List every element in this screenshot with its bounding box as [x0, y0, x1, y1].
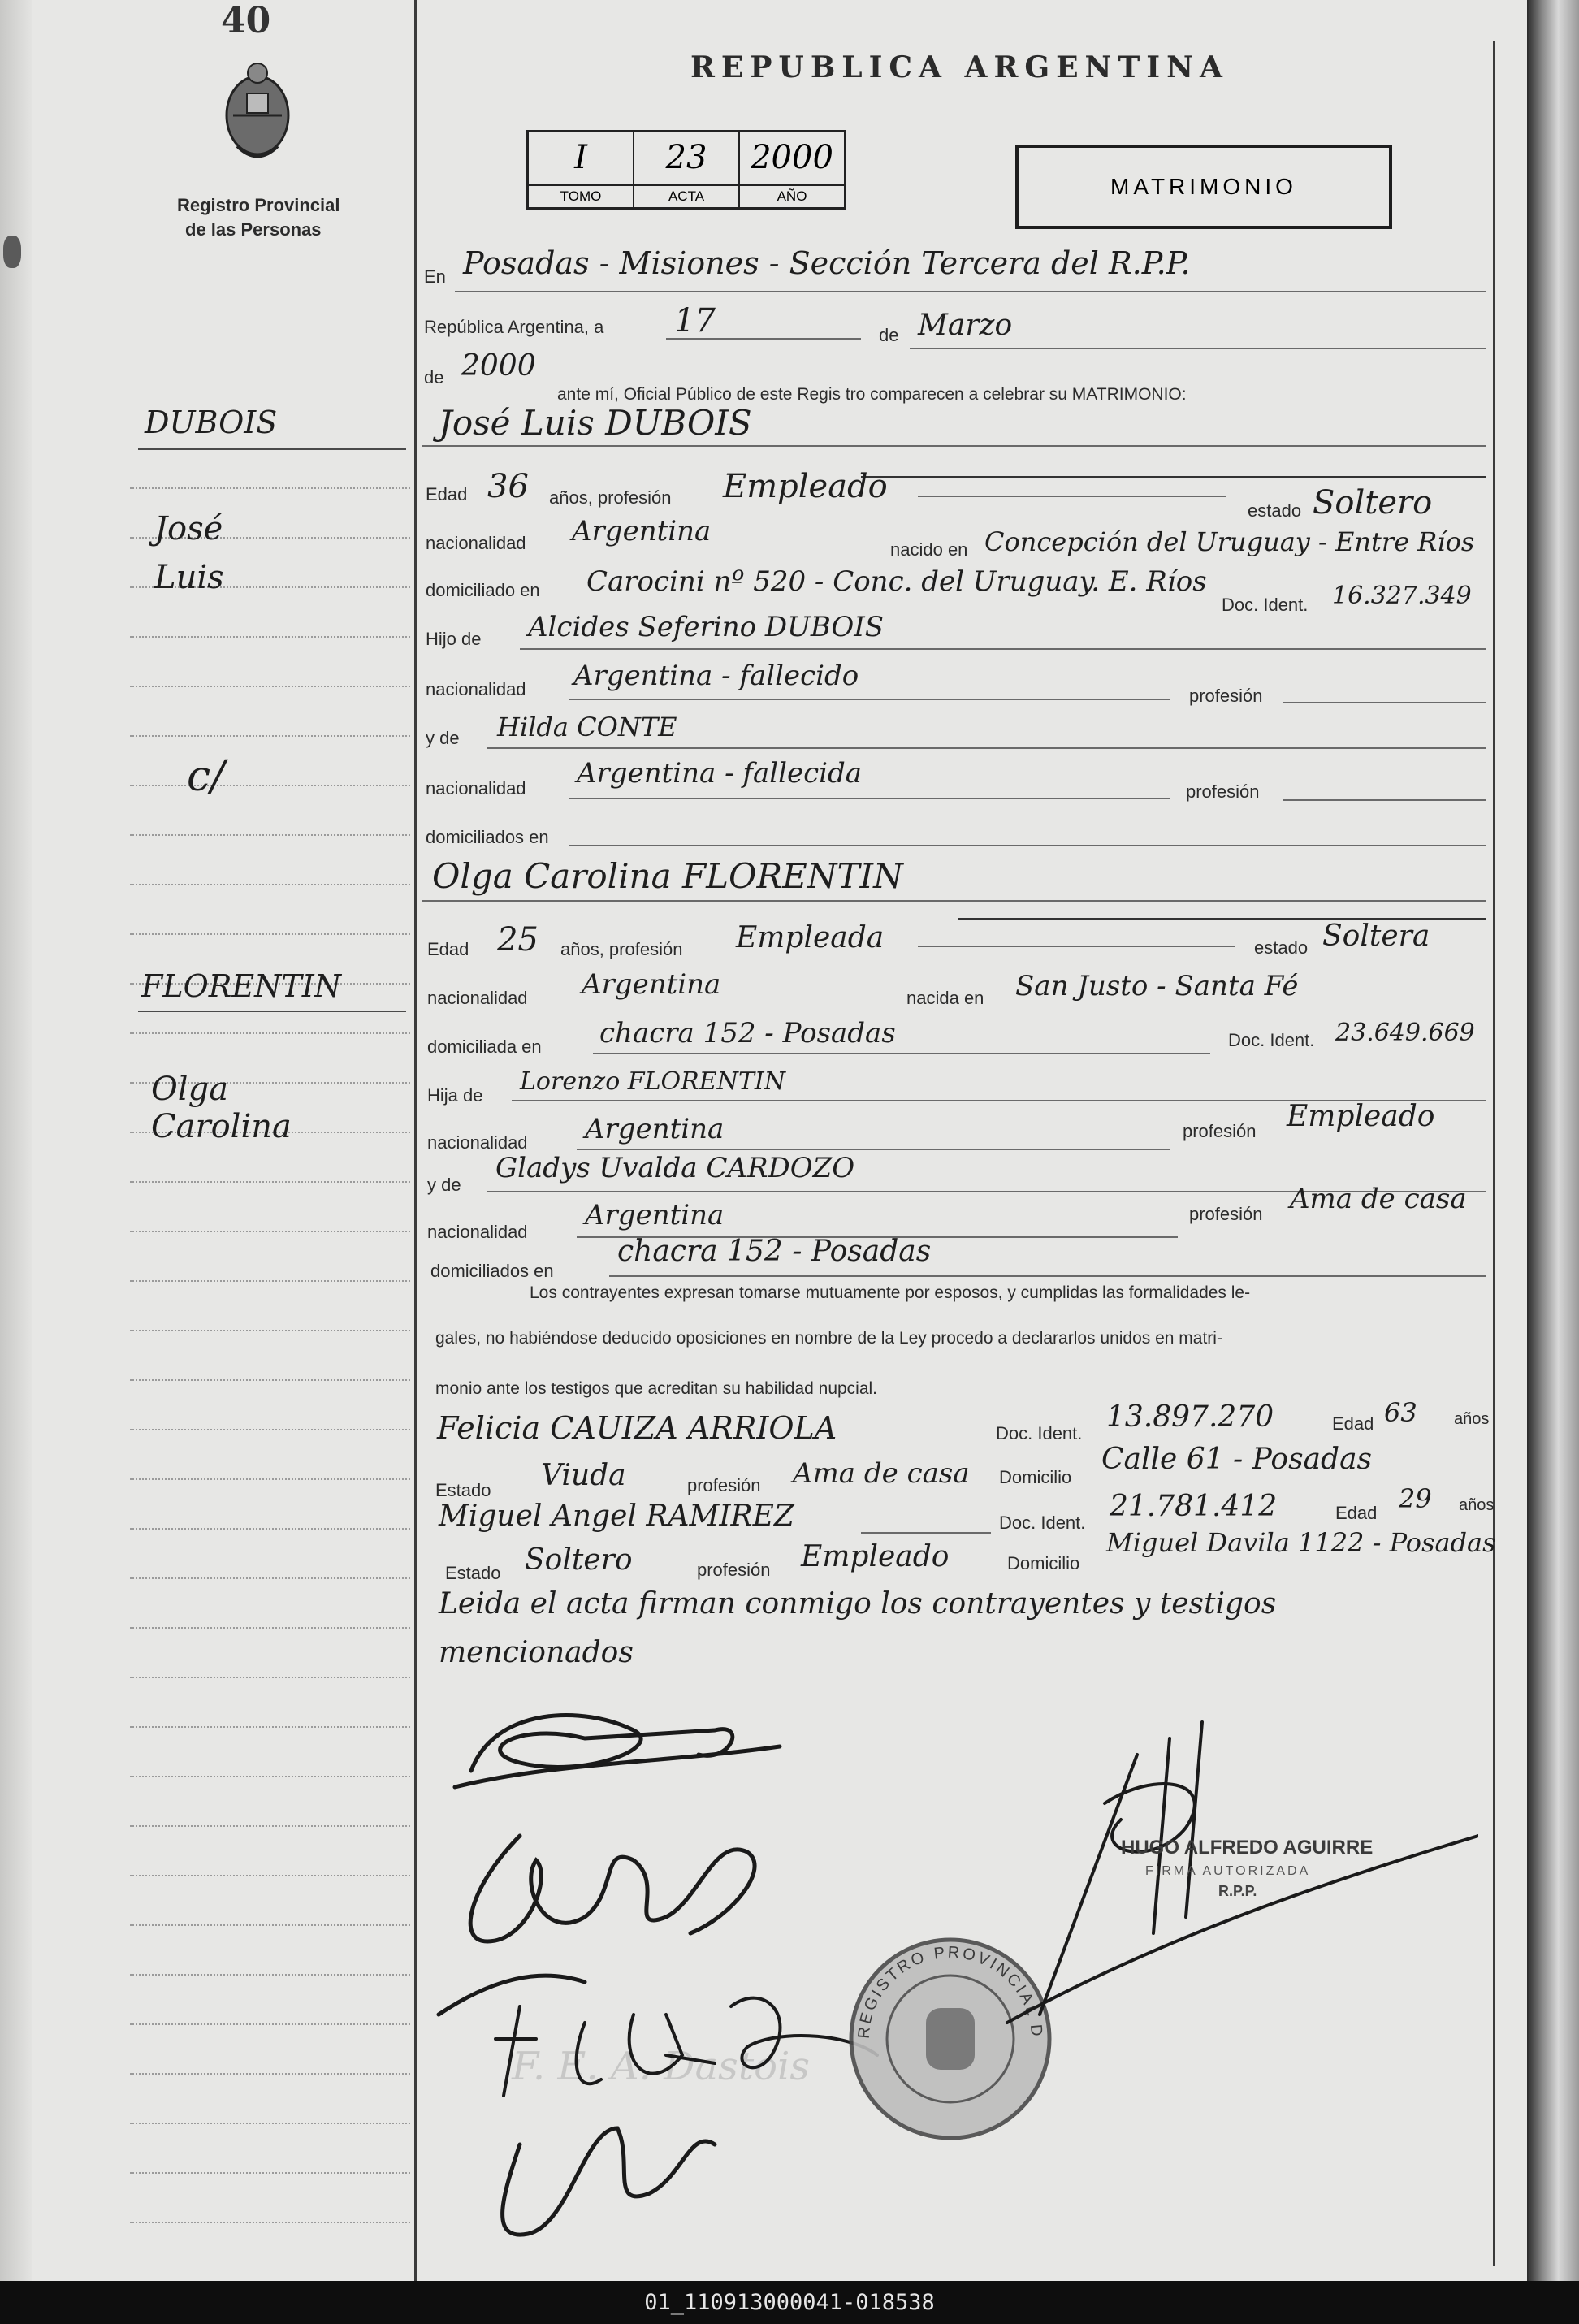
official-seal-icon — [851, 1940, 1049, 2138]
bride-profession: Empleada — [736, 921, 885, 954]
groom-father: Alcides Seferino DUBOIS — [528, 611, 885, 643]
bride-yde-label: y de — [427, 1175, 461, 1195]
bride-civil-status: Soltera — [1322, 920, 1430, 953]
witness1-edad-label: Edad — [1332, 1413, 1374, 1434]
witness2-anios-label: años — [1459, 1496, 1495, 1514]
groom-father-nac-label: nacionalidad — [426, 679, 526, 699]
page-number: 40 — [221, 0, 271, 41]
margin-rule — [130, 1379, 410, 1382]
margin-bride-underline — [138, 1011, 406, 1012]
bride-parents-dom-label: domiciliados en — [430, 1261, 554, 1281]
groom-yde-label: y de — [426, 728, 460, 748]
intro-day-line — [666, 338, 861, 340]
margin-rule — [130, 1528, 410, 1530]
groom-parents-dom-label: domiciliados en — [426, 827, 549, 847]
scan-artifact — [3, 236, 21, 268]
intro-ante-text: ante mí, Oficial Público de este Regis tro comparecen a celebrar su MATRIMONIO: — [557, 385, 1187, 404]
margin-rule — [130, 834, 410, 837]
body-text-line3: monio ante los testigos que acreditan su habilidad nupcial. — [435, 1379, 878, 1398]
witness1-anios-label: años — [1454, 1410, 1490, 1428]
groom-full-name: José Luis DUBOIS — [439, 403, 752, 443]
witness2-prof-label: profesión — [697, 1560, 771, 1580]
bride-parents-address: chacra 152 - Posadas — [617, 1235, 932, 1268]
margin-rule — [130, 1478, 410, 1481]
witness2-name-line — [861, 1532, 991, 1534]
bride-father-nat-line — [577, 1149, 1170, 1150]
margin-rule — [130, 1429, 410, 1431]
witness2-address: Miguel Davila 1122 - Posadas — [1106, 1527, 1496, 1558]
groom-father-prof-line — [1283, 702, 1486, 703]
bride-mother-nat: Argentina — [585, 1199, 725, 1231]
intro-year: 2000 — [461, 349, 536, 383]
margin-rule — [130, 1231, 410, 1233]
witness1-dom-label: Domicilio — [999, 1467, 1072, 1487]
margin-column-border — [414, 0, 417, 2281]
witness2-age: 29 — [1399, 1483, 1432, 1514]
margin-rule — [130, 1726, 410, 1729]
margin-rule — [130, 785, 410, 787]
margin-rule — [130, 1627, 410, 1629]
reference-box — [526, 130, 846, 210]
closing-line1: Leida el acta firman conmigo los contrayentes y testigos — [439, 1587, 1277, 1621]
bride-father-nat: Argentina — [585, 1113, 725, 1145]
groom-mother-nac-label: nacionalidad — [426, 778, 526, 798]
margin-bride-surname: FLORENTIN — [141, 968, 341, 1004]
book-spine — [1527, 0, 1579, 2281]
anio-value: 2000 — [751, 139, 833, 176]
margin-bride-given2: Carolina — [151, 1108, 292, 1145]
bride-mother-prof-label: profesión — [1189, 1204, 1263, 1224]
acta-value: 23 — [665, 139, 707, 176]
groom-name-line — [422, 445, 1486, 447]
groom-father-nat: Argentina - fallecido — [573, 660, 859, 692]
groom-dom-label: domiciliado en — [426, 580, 540, 600]
margin-groom-underline — [138, 448, 406, 450]
margin-rule — [130, 2222, 410, 2224]
witness1-doc-label: Doc. Ident. — [996, 1423, 1083, 1443]
body-text-line1: Los contrayentes expresan tomarse mutuamente por esposos, y cumplidas las formalidades le- — [530, 1283, 1251, 1302]
groom-profession-line — [918, 496, 1226, 497]
groom-mother-nat-line — [569, 798, 1170, 799]
witness1-address: Calle 61 - Posadas — [1101, 1443, 1372, 1476]
witness2-doc-label: Doc. Ident. — [999, 1513, 1086, 1533]
bride-birthplace: San Justo - Santa Fé — [1015, 970, 1299, 1002]
coat-of-arms-icon — [213, 57, 302, 171]
margin-rule — [130, 933, 410, 936]
groom-estado-label: estado — [1248, 500, 1302, 521]
bride-profession-line — [918, 946, 1235, 947]
witness1-civil-status: Viuda — [541, 1459, 626, 1492]
intro-de-label: de — [879, 325, 899, 345]
bride-parents-address-line — [609, 1275, 1486, 1277]
bride-mother-prof: Ama de casa — [1290, 1183, 1467, 1215]
groom-father-prof-label: profesión — [1189, 686, 1263, 706]
groom-age: 36 — [487, 468, 529, 505]
body-text-line2: gales, no habiéndose deducido oposiciones en nombre de la Ley procedo a declararlos unidos en matri- — [435, 1329, 1222, 1348]
intro-year-prefix: de — [424, 367, 444, 387]
anio-label: AÑO — [740, 184, 844, 207]
witness2-dom-label: Domicilio — [1007, 1553, 1080, 1573]
bride-father-prof: Empleado — [1287, 1100, 1435, 1133]
witness1-doc: 13.897.270 — [1106, 1400, 1274, 1434]
intro-republica-label: República Argentina, a — [424, 317, 604, 337]
margin-rule — [130, 686, 410, 688]
groom-doc: 16.327.349 — [1332, 582, 1472, 610]
acta-label: ACTA — [634, 184, 738, 207]
margin-conjunction: c/ — [187, 752, 225, 801]
bride-address-line — [593, 1053, 1210, 1054]
margin-rule — [130, 1181, 410, 1184]
scan-footer-id: 01_110913000041-018538 — [0, 2281, 1579, 2324]
bride-address: chacra 152 - Posadas — [599, 1017, 896, 1049]
intro-day: 17 — [674, 302, 716, 340]
witness1-estado-label: Estado — [435, 1480, 491, 1500]
bride-father-nac-label: nacionalidad — [427, 1132, 528, 1153]
margin-rule — [130, 1330, 410, 1332]
margin-rule — [130, 1825, 410, 1828]
official-title: FIRMA AUTORIZADA — [1145, 1864, 1311, 1878]
page-left-edge — [0, 0, 32, 2281]
closing-line2: mencionados — [439, 1636, 634, 1669]
intro-month-line — [910, 348, 1486, 349]
bride-anios-prof-label: años, profesión — [560, 939, 683, 959]
groom-father-line — [520, 648, 1486, 650]
acta-cell — [634, 132, 740, 207]
witness2-name: Miguel Angel RAMIREZ — [439, 1500, 794, 1533]
margin-rule — [130, 2123, 410, 2125]
witness1-prof-label: profesión — [687, 1475, 761, 1495]
margin-groom-surname: DUBOIS — [145, 405, 278, 440]
margin-rule — [130, 1677, 410, 1679]
signature-witness-text: F. E. A. Dastois — [512, 2044, 810, 2089]
registry-name-line2: de las Personas — [185, 219, 322, 240]
tomo-cell — [529, 132, 634, 207]
witness2-estado-label: Estado — [445, 1563, 501, 1583]
groom-name-line-2 — [861, 476, 1486, 478]
witness2-doc: 21.781.412 — [1110, 1490, 1278, 1523]
groom-edad-label: Edad — [426, 484, 468, 504]
groom-nac-label: nacionalidad — [426, 533, 526, 553]
margin-rule — [130, 1875, 410, 1877]
witness1-age: 63 — [1384, 1397, 1417, 1428]
groom-anios-prof-label: años, profesión — [549, 487, 672, 508]
intro-place: Posadas - Misiones - Sección Tercera del R.P.P. — [463, 245, 1191, 281]
margin-rule — [130, 884, 410, 886]
groom-profession: Empleado — [723, 468, 888, 505]
signature-bride-groom — [439, 1716, 780, 2235]
official-name: HUGO ALFREDO AGUIRRE — [1121, 1837, 1374, 1859]
margin-rule — [130, 2023, 410, 2026]
bride-age: 25 — [497, 921, 539, 959]
margin-groom-given1: José — [154, 510, 223, 547]
margin-rule — [130, 1032, 410, 1035]
bride-dom-label: domiciliada en — [427, 1036, 542, 1057]
intro-en-label: En — [424, 266, 446, 287]
tomo-value: I — [574, 139, 587, 176]
bride-mother: Gladys Uvalda CARDOZO — [495, 1152, 855, 1184]
intro-place-line — [455, 291, 1486, 292]
margin-rule — [130, 1776, 410, 1778]
bride-nac-label: nacionalidad — [427, 988, 528, 1008]
bride-full-name: Olga Carolina FLORENTIN — [432, 856, 903, 896]
groom-address: Carocini nº 520 - Conc. del Uruguay. E. Ríos — [586, 565, 1207, 598]
bride-father: Lorenzo FLORENTIN — [520, 1067, 785, 1096]
groom-father-nat-line — [569, 699, 1170, 700]
margin-rule — [130, 735, 410, 738]
margin-rule — [130, 1974, 410, 1976]
page-right-border — [1493, 41, 1495, 2266]
groom-nationality: Argentina — [572, 515, 712, 547]
intro-month: Marzo — [918, 309, 1013, 342]
groom-hijo-label: Hijo de — [426, 629, 482, 649]
witness2-profession: Empleado — [801, 1540, 950, 1573]
bride-edad-label: Edad — [427, 939, 469, 959]
margin-groom-given2: Luis — [154, 559, 224, 596]
groom-doc-label: Doc. Ident. — [1222, 595, 1309, 615]
margin-bride-given1: Olga — [151, 1071, 229, 1108]
bride-hija-label: Hija de — [427, 1085, 483, 1106]
groom-mother: Hilda CONTE — [497, 712, 677, 742]
margin-rule — [130, 487, 410, 490]
bride-nationality: Argentina — [582, 968, 721, 1001]
act-type-box: MATRIMONIO — [1015, 145, 1392, 229]
bride-nacida-label: nacida en — [906, 988, 984, 1008]
groom-civil-status: Soltero — [1313, 484, 1433, 521]
bride-father-prof-label: profesión — [1183, 1121, 1257, 1141]
country-title: REPUBLICA ARGENTINA — [690, 50, 1229, 84]
groom-mother-nat: Argentina - fallecida — [577, 757, 863, 790]
signature-area — [422, 1673, 1478, 2258]
official-org: R.P.P. — [1218, 1883, 1257, 1899]
witness1-profession: Ama de casa — [793, 1457, 970, 1490]
margin-rule — [130, 1280, 410, 1283]
seal-text: REGISTRO PROVINCIAL D — [854, 1943, 1046, 2040]
groom-mother-prof-label: profesión — [1186, 781, 1260, 802]
bride-name-line — [422, 900, 1486, 902]
margin-rule — [130, 2172, 410, 2175]
bride-estado-label: estado — [1254, 937, 1309, 958]
groom-mother-prof-line — [1283, 799, 1486, 801]
bride-doc: 23.649.669 — [1335, 1019, 1475, 1047]
margin-rule — [130, 1577, 410, 1580]
anio-cell — [740, 132, 844, 207]
registry-name-line1: Registro Provincial — [177, 195, 340, 215]
witness2-edad-label: Edad — [1335, 1503, 1378, 1523]
margin-rule — [130, 2073, 410, 2075]
margin-rule — [130, 1924, 410, 1927]
witness2-civil-status: Soltero — [525, 1543, 633, 1577]
margin-rule — [130, 636, 410, 638]
tomo-label: TOMO — [529, 184, 633, 207]
groom-birthplace: Concepción del Uruguay - Entre Ríos — [984, 526, 1475, 557]
groom-nacido-label: nacido en — [890, 539, 968, 560]
groom-parents-dom-line — [569, 845, 1486, 846]
groom-mother-line — [487, 747, 1486, 749]
bride-doc-label: Doc. Ident. — [1228, 1030, 1315, 1050]
bride-mother-nac-label: nacionalidad — [427, 1222, 528, 1242]
witness1-name: Felicia CAUIZA ARRIOLA — [437, 1410, 837, 1446]
